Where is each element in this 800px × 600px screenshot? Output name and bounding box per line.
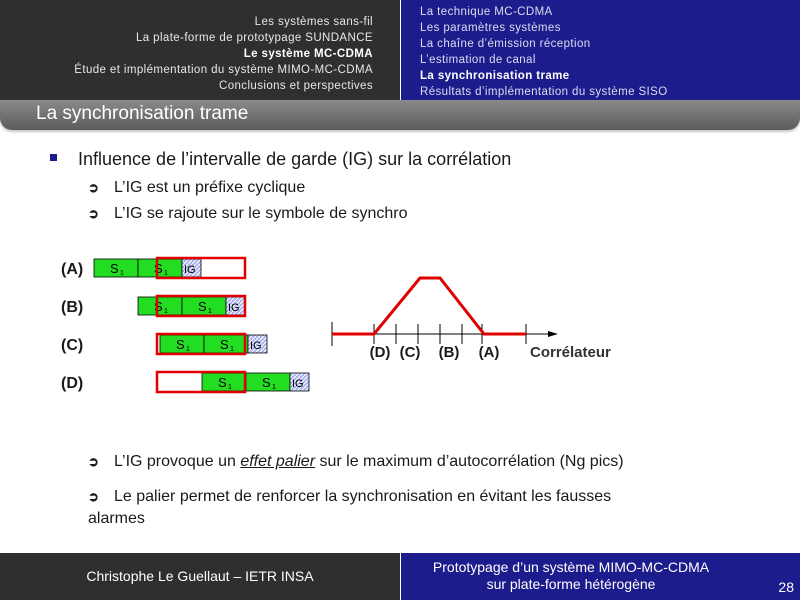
symbol-subscript: 1: [228, 384, 232, 391]
ig-label: IG: [228, 302, 240, 314]
subsection-nav-item[interactable]: La technique MC-CDMA: [420, 6, 553, 18]
symbol-label: S: [176, 337, 185, 352]
symbol-subscript: 1: [230, 346, 234, 353]
subsection-nav-item[interactable]: Les paramètres systèmes: [420, 22, 561, 34]
symbol-subscript: 1: [186, 346, 190, 353]
axis-label-d: (D): [369, 344, 391, 361]
axis-label-b: (B): [438, 344, 460, 361]
section-nav-item[interactable]: Les systèmes sans-fil: [254, 16, 373, 28]
symbol-label: S: [154, 261, 163, 276]
bullet-emphasis: effet palier: [240, 453, 316, 470]
bullet-sub-text: sur le maximum d’autocorrélation (Ng pics): [315, 453, 624, 470]
symbol-subscript: 1: [120, 270, 124, 277]
bullet-main: [50, 149, 511, 170]
bullet-sub-text: L’IG est un préfixe cyclique: [114, 179, 306, 196]
subsection-nav-item[interactable]: L’estimation de canal: [420, 54, 536, 66]
symbol-label: S: [218, 375, 227, 390]
section-nav-item[interactable]: Étude et implémentation du système MIMO-MC-CDMA: [74, 64, 373, 76]
section-nav-item[interactable]: La plate-forme de prototypage SUNDANCE: [135, 32, 373, 44]
row-label: (D): [61, 375, 84, 392]
symbol-label: S: [198, 299, 207, 314]
symbol-subscript: 1: [164, 308, 168, 315]
ig-label: IG: [250, 340, 262, 352]
footer-title-bar: [401, 553, 800, 600]
bullet-sub-text: alarmes: [88, 510, 145, 527]
bullet-sub: [88, 453, 624, 471]
footer-author: Christophe Le Guellaut – IETR INSA: [86, 568, 314, 584]
section-nav-item-active[interactable]: Le système MC-CDMA: [243, 48, 373, 60]
row-label: (C): [61, 337, 84, 354]
axis-arrow-icon: [548, 331, 558, 337]
correlation-curve: [332, 278, 526, 334]
symbol-subscript: 1: [164, 270, 168, 277]
correlation-diagram: [0, 240, 800, 410]
subsection-nav-item[interactable]: Résultats d’implémentation du système SISO: [420, 86, 668, 98]
row-label: (A): [61, 261, 84, 278]
bullet-sub-text: L’IG provoque un: [114, 453, 241, 470]
correlator-plot: [332, 278, 611, 361]
symbol-label: S: [110, 261, 119, 276]
symbol-label: S: [154, 299, 163, 314]
bullet-sub: [88, 205, 407, 223]
bullet-main-text: Influence de l’intervalle de garde (IG) sur la corrélation: [78, 149, 512, 169]
ig-label: IG: [292, 378, 304, 390]
symbol-label: S: [220, 337, 229, 352]
footer-title: [401, 559, 741, 593]
footer-author-bar: [0, 553, 400, 600]
slide-title: La synchronisation trame: [36, 103, 249, 124]
page-number: 28: [778, 579, 794, 595]
bullet-sub: [88, 486, 611, 530]
footer-title-line: Prototypage d’un système MIMO-MC-CDMA: [432, 559, 710, 575]
symbol-subscript: 1: [208, 308, 212, 315]
subsection-nav-item[interactable]: La chaîne d’émission réception: [420, 38, 591, 50]
arrow-bullet-icon: ➲: [88, 489, 99, 504]
ig-label: IG: [184, 264, 196, 276]
footer-title-line: sur plate-forme hétérogène: [486, 576, 656, 592]
bullet-sub-text: Le palier permet de renforcer la synchronisation en évitant les fausses: [114, 488, 612, 505]
arrow-bullet-icon: ➲: [88, 206, 99, 221]
symbol-subscript: 1: [272, 384, 276, 391]
axis-title: Corrélateur: [530, 344, 611, 361]
axis-label-c: (C): [399, 344, 421, 361]
section-nav-item[interactable]: Conclusions et perspectives: [219, 80, 373, 92]
axis-label-a: (A): [478, 344, 500, 361]
subsection-nav-item-active[interactable]: La synchronisation trame: [420, 70, 570, 82]
symbol-label: S: [262, 375, 271, 390]
bullet-sub-text: L’IG se rajoute sur le symbole de synchro: [114, 205, 408, 222]
bullet-sub: [88, 179, 305, 197]
arrow-bullet-icon: ➲: [88, 454, 99, 469]
row-label: (B): [61, 299, 84, 316]
square-bullet-icon: [50, 154, 57, 161]
arrow-bullet-icon: ➲: [88, 180, 99, 195]
